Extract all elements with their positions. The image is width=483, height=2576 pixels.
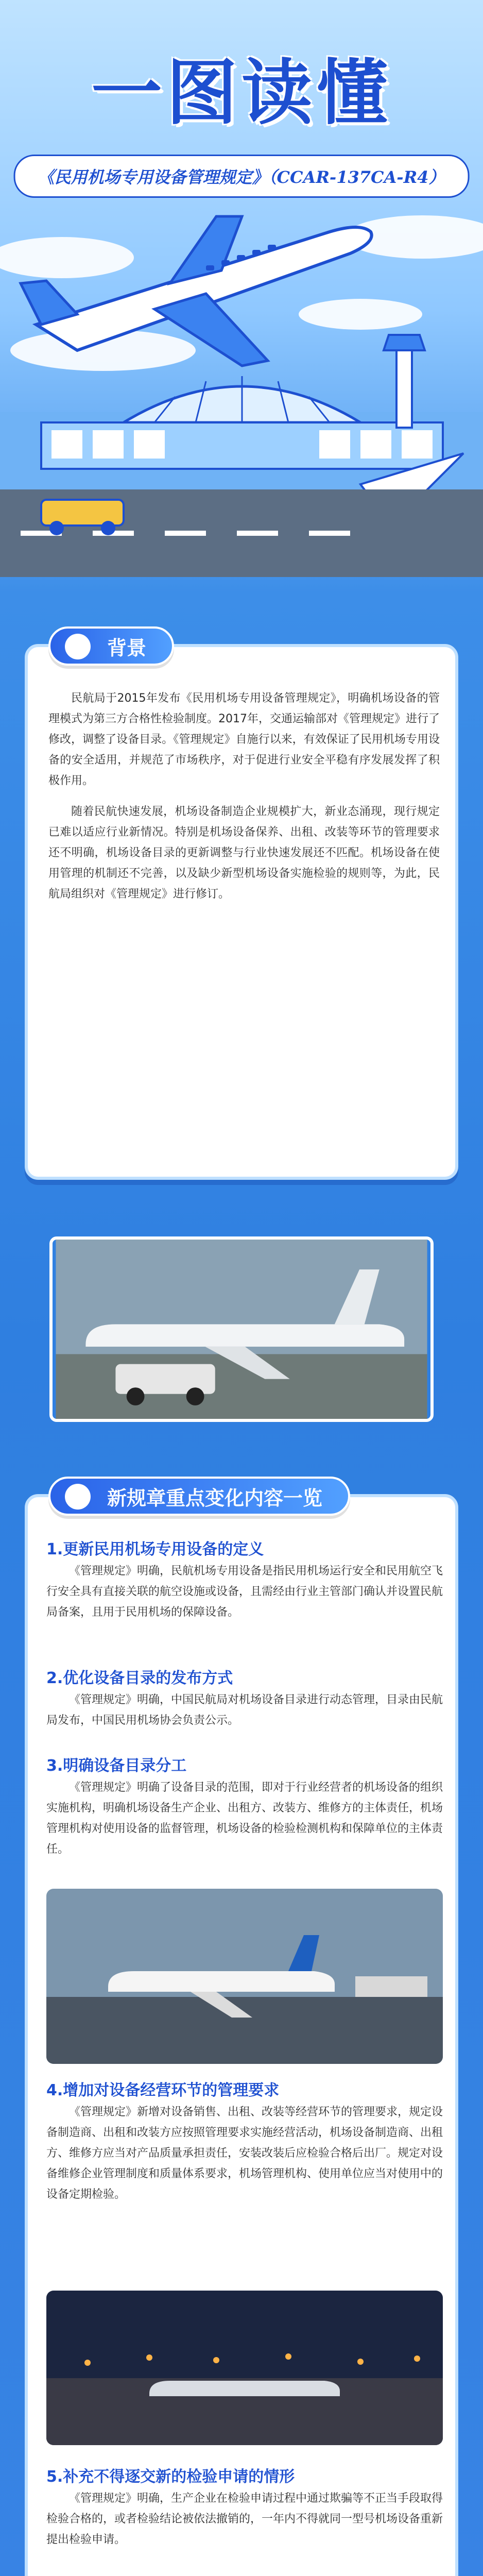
hero-subtitle: 《民用机场专用设备管理规定》（CCAR-137CA-R4） (14, 155, 470, 198)
change-body-1: 《管理规定》明确，民航机场专用设备是指民用机场运行安全和民用航空飞行安全具有直接关联的航空设施或设备，且需经由行业主管部门确认并设置民航局备案，且用于民用机场的保障设备。 (46, 1565, 443, 1619)
changes-tab-label: 新规章重点变化内容一览 (107, 1487, 323, 1510)
airport-apron-photo (46, 1889, 443, 2064)
aircraft-tow-photo (49, 1236, 434, 1422)
night-apron-photo (46, 2291, 443, 2445)
change-title-1: 1.更新民用机场专用设备的定义 (46, 1540, 264, 1558)
hero-title: 一图读懂 (91, 52, 392, 134)
change-title-2: 2.优化设备目录的发布方式 (46, 1669, 233, 1687)
changes-tab (48, 1477, 350, 1516)
change-body-2: 《管理规定》明确，中国民航局对机场设备目录进行动态管理，目录由民航局发布，中国民用机场协会负责公示。 (46, 1693, 443, 1727)
hero-banner (0, 0, 483, 577)
background-tab (48, 626, 174, 666)
change-title-3: 3.明确设备目录分工 (46, 1757, 187, 1775)
background-para-2: 随着民航快速发展，机场设备制造企业规模扩大，新业态涌现，现行规定已难以适应行业新情况。特别是机场设备保养、出租、改装等环节的管理要求还不明确，机场设备目录的更新调整与行业快速发展还不匹配。机场设备在使用管理的机制还不完善，以及缺少新型机场设备实施检验的规则等，为此，民航局组织对《管理规定》进行修订。 (48, 805, 440, 901)
change-title-5: 5.补充不得逐交新的检验申请的情形 (46, 2468, 295, 2486)
background-section (25, 637, 458, 1180)
change-body-3: 《管理规定》明确了设备目录的范围，即对于行业经营者的机场设备的组织实施机构，明确机场设备生产企业、出租方、改装方、维修方的主体责任，机场管理机构对使用设备的监督管理，机场设备的检验检测机构和保障单位的主体责任。 (46, 1781, 443, 1856)
info-icon (65, 634, 91, 659)
background-para-1: 民航局于2015年发布《民用机场专用设备管理规定》，明确机场设备的管理模式为第三方合格性检验制度。2017年，交通运输部对《管理规定》进行了修改，调整了设备目录。《管理规定》自施行以来，有效保证了民用机场专用设备的安全适用，并规范了市场秩序，对于促进行业安全平稳有序发展发挥了积极作用。 (48, 692, 440, 787)
change-body-5: 《管理规定》明确，生产企业在检验申请过程中通过欺骗等不正当手段取得检验合格的，或者检验结论被依法撤销的，一年内不得就同一型号机场设备重新提出检验申请。 (46, 2492, 443, 2546)
list-icon (65, 1484, 91, 1510)
changes-section (25, 1487, 458, 2576)
change-title-4: 4.增加对设备经营环节的管理要求 (46, 2081, 280, 2099)
change-body-4: 《管理规定》新增对设备销售、出租、改装等经营环节的管理要求，规定设备制造商、出租和改装方应按照管理要求实施经营活动，机场设备制造商、出租方、维修方应当对产品质量承担责任，安装改装后应检验合格后出厂。规定对设备维修企业管理制度和质量体系要求，机场管理机构、使用单位应当对使用中的设备定期检验。 (46, 2106, 443, 2201)
background-tab-label: 背景 (107, 637, 147, 659)
airport-illustration (0, 196, 483, 577)
